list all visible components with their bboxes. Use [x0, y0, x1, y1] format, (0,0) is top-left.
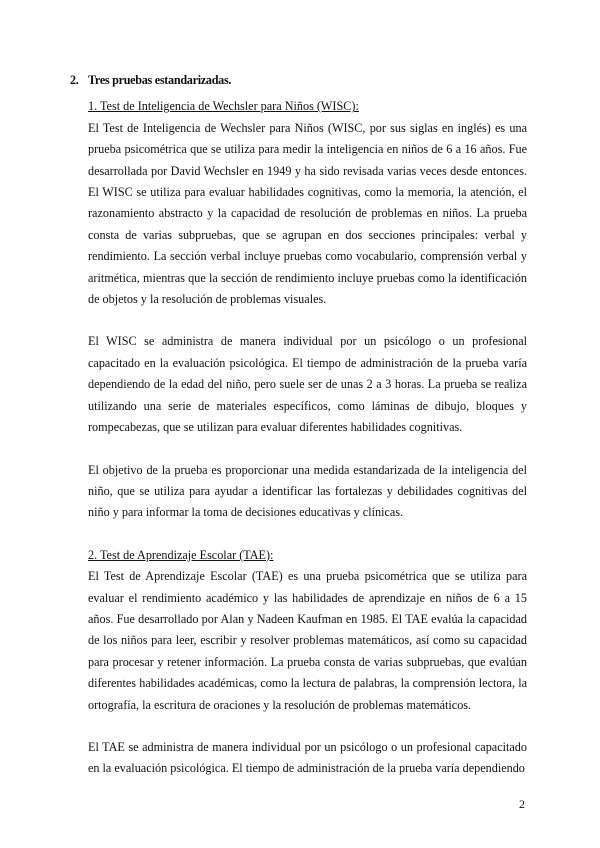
wisc-paragraph-3: El objetivo de la prueba es proporcionar una medida estandarizada de la inteligencia del niño, que se utiliza para ayudar a identificar las fortalezas y debilidades cognitivas del niño y para informar la toma de decisiones educativas y clínicas.: [88, 462, 527, 520]
paragraph-gap: [88, 716, 527, 737]
tae-heading: 2. Test de Aprendizaje Escolar (TAE):: [88, 547, 274, 562]
page-number: 2: [519, 797, 525, 811]
section-number: 2.: [70, 73, 79, 87]
section-heading: [70, 70, 527, 91]
paragraph-gap: [88, 310, 527, 331]
wisc-paragraph-1: El Test de Inteligencia de Wechsler para Niños (WISC, por sus siglas en inglés) es una prueba psicométrica que se utiliza para medir la inteligencia en niños de 6 a 16 años. Fue desarrollada por David Wechsler en 1949 y ha sido revisada varias veces desde entonces. El WISC se utiliza para evaluar habilidades cognitivas, como la memoria, la atención, el razonamiento abstracto y la capacidad de resolución de problemas en niños. La prueba consta de varias subpruebas, que se agrupan en dos secciones principales: verbal y rendimiento. La sección verbal incluye pruebas como vocabulario, comprensión verbal y aritmética, mientras que la sección de rendimiento incluye pruebas como la identificación de objetos y la resolución de problemas visuales.: [88, 120, 527, 307]
paragraph-gap: [88, 439, 527, 460]
paragraph-gap: [88, 524, 527, 545]
tae-paragraph-1: El Test de Aprendizaje Escolar (TAE) es una prueba psicométrica que se utiliza para evaluar el rendimiento académico y las habilidades de aprendizaje en niños de 6 a 15 años. Fue desarrollado por Alan y Nadeen Kaufman en 1985. El TAE evalúa la capacidad de los niños para leer, escribir y resolver problemas matemáticos, así como su capacidad para procesar y retener información. La prueba consta de varias subpruebas, que evalúan diferentes habilidades académicas, como la lectura de palabras, la comprensión lectora, la ortografía, la escritura de oraciones y la resolución de problemas matemáticos.: [88, 569, 527, 712]
wisc-paragraph-2: El WISC se administra de manera individual por un psicólogo o un profesional capacitado en la evaluación psicológica. El tiempo de administración de la prueba varía dependiendo de la edad del niño, pero suele ser de unas 2 a 3 horas. La prueba se realiza utilizando una serie de materiales específicos, como láminas de dibujo, bloques y rompecabezas, que se utilizan para evaluar diferentes habilidades cognitivas.: [88, 334, 527, 435]
tae-paragraph-2: El TAE se administra de manera individual por un psicólogo o un profesional capacitado en la evaluación psicológica. El tiempo de administración de la prueba varía dependiendo: [88, 739, 527, 776]
section-title: Tres pruebas estandarizadas.: [88, 73, 232, 87]
document-body: [70, 70, 527, 780]
wisc-heading: 1. Test de Inteligencia de Wechsler para Niños (WISC):: [88, 99, 359, 114]
